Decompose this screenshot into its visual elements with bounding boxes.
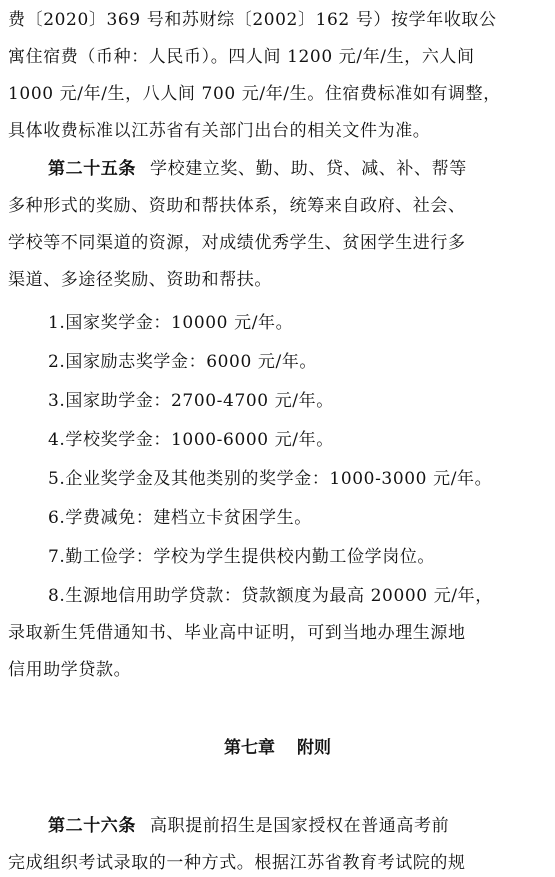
article-26-line: 完成组织考试录取的一种方式。根据江苏省教育考试院的规 bbox=[8, 853, 466, 873]
chapter-number: 第七章 bbox=[224, 738, 275, 758]
article-26-first-line bbox=[48, 815, 548, 837]
list-item: 2.国家励志奖学金：6000 元/年。 bbox=[48, 352, 318, 372]
fee-paragraph-line: 具体收费标准以江苏省有关部门出台的相关文件为准。 bbox=[8, 121, 431, 141]
article-25-line: 多种形式的奖励、资助和帮扶体系，统筹来自政府、社会、 bbox=[8, 196, 466, 216]
article-25-first-line bbox=[48, 158, 548, 180]
article-26-label: 第二十六条 bbox=[48, 816, 136, 836]
list-item: 5.企业奖学金及其他类别的奖学金：1000-3000 元/年。 bbox=[48, 469, 493, 489]
list-item: 7.勤工俭学：学校为学生提供校内勤工俭学岗位。 bbox=[48, 547, 436, 567]
fee-paragraph-line: 费〔2020〕369 号和苏财综〔2002〕162 号）按学年收取公 bbox=[8, 10, 497, 30]
article-25-line: 渠道、多途径奖励、资助和帮扶。 bbox=[8, 270, 272, 290]
article-25-text: 学校建立奖、勤、助、贷、减、补、帮等 bbox=[150, 159, 467, 179]
chapter-title: 附则 bbox=[297, 738, 331, 758]
list-item: 4.学校奖学金：1000-6000 元/年。 bbox=[48, 430, 334, 450]
article-26-text: 高职提前招生是国家授权在普通高考前 bbox=[150, 816, 450, 836]
article-25-label: 第二十五条 bbox=[48, 159, 136, 179]
chapter-heading bbox=[0, 737, 555, 759]
list-item: 3.国家助学金：2700-4700 元/年。 bbox=[48, 391, 334, 411]
list-item: 8.生源地信用助学贷款：贷款额度为最高 20000 元/年， bbox=[48, 586, 493, 606]
list-item: 1.国家奖学金：10000 元/年。 bbox=[48, 313, 294, 333]
list-item-continuation: 信用助学贷款。 bbox=[8, 660, 132, 680]
fee-paragraph-line: 寓住宿费（币种：人民币）。四人间 1200 元/年/生，六人间 bbox=[8, 47, 475, 67]
list-item-continuation: 录取新生凭借通知书、毕业高中证明，可到当地办理生源地 bbox=[8, 623, 466, 643]
list-item: 6.学费减免：建档立卡贫困学生。 bbox=[48, 508, 312, 528]
article-25-line: 学校等不同渠道的资源，对成绩优秀学生、贫困学生进行多 bbox=[8, 233, 466, 253]
fee-paragraph-line: 1000 元/年/生，八人间 700 元/年/生。住宿费标准如有调整， bbox=[8, 84, 501, 104]
